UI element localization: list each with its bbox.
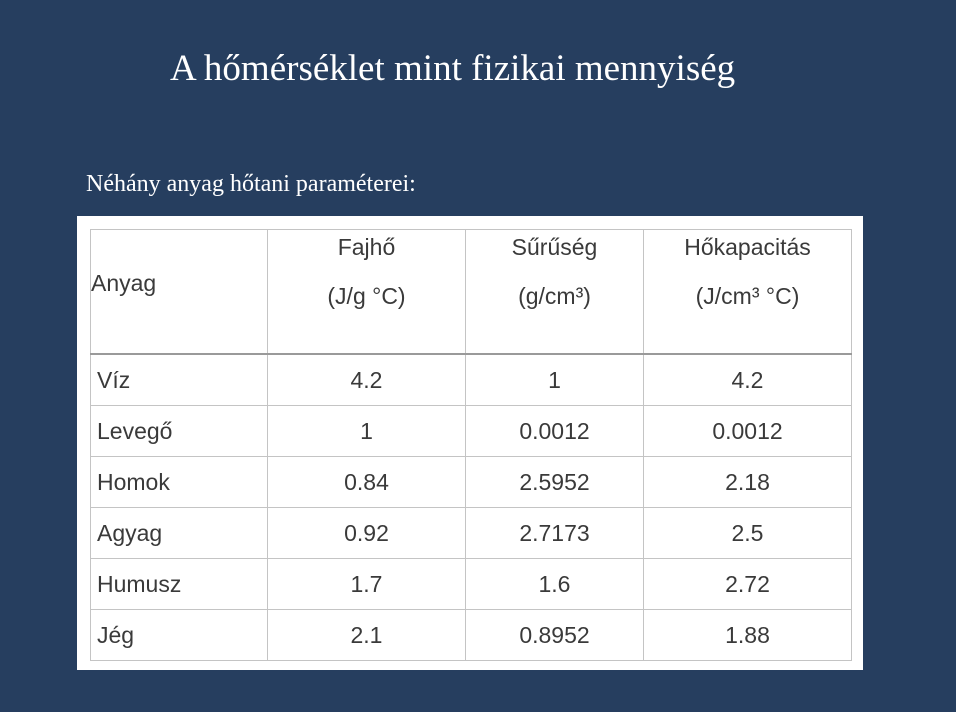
header-label: Sűrűség [511,234,598,260]
table-header-row [91,230,852,355]
specific-heat-cell: 2.1 [268,610,466,661]
heat-capacity-cell: 2.72 [644,559,852,610]
slide-title: A hőmérséklet mint fizikai mennyiség [170,48,736,89]
material-name-cell: Homok [91,457,268,508]
header-cell-suruseg [466,230,644,355]
density-cell: 0.8952 [466,610,644,661]
header-unit: (J/cm³ °C) [695,283,800,309]
table-row [91,406,852,457]
table-row [91,354,852,406]
density-cell: 0.0012 [466,406,644,457]
material-name-cell: Agyag [91,508,268,559]
specific-heat-cell: 1.7 [268,559,466,610]
table-row [91,559,852,610]
table-image-frame [77,216,863,670]
header-label: Fajhő [337,234,396,260]
heat-capacity-cell: 2.5 [644,508,852,559]
material-name-cell: Víz [91,354,268,406]
heat-capacity-cell: 2.18 [644,457,852,508]
header-cell-hokapacitas [644,230,852,355]
table-row [91,610,852,661]
specific-heat-cell: 0.92 [268,508,466,559]
header-cell-anyag [91,230,268,355]
heat-capacity-cell: 4.2 [644,354,852,406]
density-cell: 1 [466,354,644,406]
thermal-parameters-table [90,229,852,661]
specific-heat-cell: 1 [268,406,466,457]
specific-heat-cell: 0.84 [268,457,466,508]
header-label: Anyag [91,270,157,296]
header-label: Hőkapacitás [684,234,811,260]
material-name-cell: Jég [91,610,268,661]
density-cell: 1.6 [466,559,644,610]
slide-subtitle: Néhány anyag hőtani paraméterei: [86,171,416,197]
header-unit: (J/g °C) [327,283,406,309]
material-name-cell: Levegő [91,406,268,457]
heat-capacity-cell: 1.88 [644,610,852,661]
material-name-cell: Humusz [91,559,268,610]
table-row [91,457,852,508]
header-cell-fajho [268,230,466,355]
density-cell: 2.7173 [466,508,644,559]
density-cell: 2.5952 [466,457,644,508]
header-unit: (g/cm³) [518,283,591,309]
specific-heat-cell: 4.2 [268,354,466,406]
heat-capacity-cell: 0.0012 [644,406,852,457]
table-row [91,508,852,559]
